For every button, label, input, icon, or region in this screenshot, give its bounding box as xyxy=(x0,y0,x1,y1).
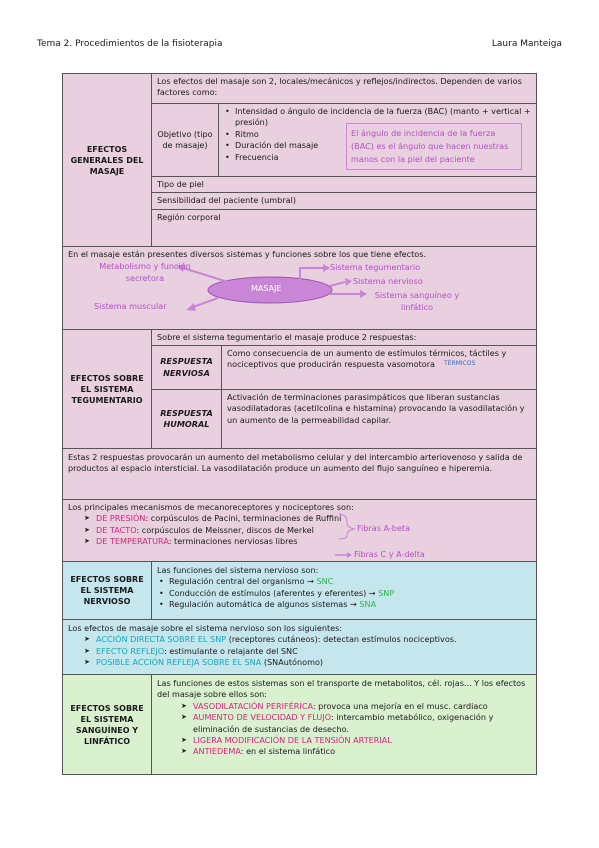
notes-table xyxy=(62,73,537,775)
tegumentary-title: EFECTOS SOBRE EL SISTEMA TEGUMENTARIO xyxy=(63,330,152,448)
blood-text: : intercambio metabólico, oxigenación y eliminación de sustancias de desecho. xyxy=(193,712,494,734)
massage-nervous-text: : estimulante o relajante del SNC xyxy=(164,645,298,656)
angle-callout: El ángulo de incidencia de la fuerza (BAC) es el ángulo que hacen nuestras manos con la piel del paciente xyxy=(346,123,522,170)
nervous-item: • Regulación automática de algunos sistemas → SNA xyxy=(157,599,531,610)
blood-key: ANTIEDEMA xyxy=(193,746,241,757)
general-intro: Los efectos del masaje son 2, locales/mecánicos y reflejos/indirectos. Dependen de varios factores como: xyxy=(152,74,536,104)
mechanism-key: DE TEMPERATURA xyxy=(96,536,169,547)
nervous-tag: SNA xyxy=(359,599,377,610)
nervous-response-desc: Como consecuencia de un aumento de estímulos térmicos, táctiles y nociceptivos que producirán respuesta vasomotora xyxy=(227,348,507,370)
diagram-muscular: Sistema muscular xyxy=(94,301,167,312)
factor-item: • Duración del masaje xyxy=(223,140,532,151)
blood-item xyxy=(181,701,531,712)
tegumentary-intro: Sobre el sistema tegumentario el masaje produce 2 respuestas: xyxy=(152,330,536,346)
nervous-section xyxy=(63,562,536,620)
systems-section xyxy=(63,247,536,330)
skin-type-row: Tipo de piel xyxy=(152,177,536,193)
mechanism-text: : terminaciones nerviosas libres xyxy=(168,536,298,547)
sensitivity-row: Sensibilidad del paciente (umbral) xyxy=(152,193,536,209)
objective-label: Objetivo (tipo de masaje) xyxy=(152,104,219,176)
termicos-note: TÉRMICOS xyxy=(444,360,476,367)
blood-key: LIGERA MODIFICACIÓN DE LA TENSIÓN ARTERIAL xyxy=(193,735,392,746)
nervous-item-text: Conducción de estímulos (aferentes y eferentes) xyxy=(169,587,367,598)
massage-nervous-section xyxy=(63,620,536,675)
general-section xyxy=(63,74,536,247)
fibers-c-label: Fibras C y A-delta xyxy=(354,549,425,559)
mechanism-text: : corpúsculos de Pacini, terminaciones de Ruffini xyxy=(145,513,342,524)
massage-nervous-key: ACCIÓN DIRECTA SOBRE EL SNP xyxy=(96,634,227,645)
nervous-response-text xyxy=(222,346,536,389)
tegumentary-section xyxy=(63,330,536,449)
mechanism-text: : corpúsculos de Meissner, discos de Merkel xyxy=(136,524,314,535)
nervous-intro: Las funciones del sistema nervioso son: xyxy=(157,565,319,575)
blood-key: AUMENTO DE VELOCIDAD Y FLUJO xyxy=(193,712,331,723)
mechanism-key: DE PRESIÓN xyxy=(96,513,146,524)
objective-row xyxy=(152,104,536,177)
arrow-to-muscular xyxy=(193,298,218,307)
blood-key: VASODILATACIÓN PERIFÉRICA xyxy=(193,700,313,711)
humoral-response-label: RESPUESTA HUMORAL xyxy=(152,390,222,448)
nervous-item: • Conducción de estímulos (aferentes y eferentes) → SNP xyxy=(157,588,531,599)
factor-item: • Frecuencia xyxy=(223,152,532,163)
blood-item xyxy=(181,735,531,746)
massage-nervous-item xyxy=(84,646,531,657)
diagram-metabolism: Metabolismo y función secretora xyxy=(99,261,191,284)
diagram-tegumentary: Sistema tegumentario xyxy=(330,262,421,273)
diagram-center: MASAJE xyxy=(251,284,282,294)
blood-item xyxy=(181,746,531,757)
blood-text: : provoca una mejoría en el musc. cardiaco xyxy=(312,700,488,711)
massage-nervous-key: POSIBLE ACCIÓN REFLEJA SOBRE EL SNA xyxy=(96,657,262,668)
nervous-tag: SNC xyxy=(316,576,334,587)
nervous-item: • Regulación central del organismo → SNC xyxy=(157,576,531,587)
blood-title: EFECTOS SOBRE EL SISTEMA SANGUÍNEO Y LINFÁTICO xyxy=(63,675,152,774)
factor-item: • Intensidad o ángulo de incidencia de la fuerza (BAC) (manto + vertical + presión) xyxy=(223,106,532,129)
arrow-to-nervous xyxy=(330,282,345,286)
mechanisms-section xyxy=(63,500,536,562)
nervous-tag: SNP xyxy=(378,587,395,598)
summary-row: Estas 2 respuestas provocarán un aumento del metabolismo celular y del intercambio arteriovenoso y salida de productos al espacio intersticial. La vasodilatación produce un aumento del flujo sanguíneo e hiperemia. xyxy=(63,449,536,500)
nervous-response-label: RESPUESTA NERVIOSA xyxy=(152,346,222,389)
blood-section xyxy=(63,675,536,774)
mechanism-item xyxy=(84,525,531,536)
massage-nervous-intro: Los efectos de masaje sobre el sistema nervioso son los siguientes: xyxy=(68,623,343,633)
blood-text: : en el sistema linfático xyxy=(240,746,336,757)
systems-intro: En el masaje están presentes diversos sistemas y funciones sobre los que tiene efectos. xyxy=(68,249,427,259)
mechanism-key: DE TACTO xyxy=(96,524,137,535)
massage-nervous-key: EFECTO REFLEJO xyxy=(96,645,165,656)
systems-diagram xyxy=(68,260,531,338)
massage-nervous-item xyxy=(84,657,531,668)
blood-intro: Las funciones de estos sistemas son el transporte de metabolitos, cél. rojas... Y los efectos del masaje sobre ellos son: xyxy=(157,678,526,700)
nervous-item-text: Regulación automática de algunos sistemas xyxy=(169,599,348,610)
diagram-nervous: Sistema nervioso xyxy=(353,276,423,287)
blood-item xyxy=(181,712,531,735)
region-row: Región corporal xyxy=(157,211,221,222)
humoral-response-row xyxy=(152,390,536,448)
general-title: EFECTOS GENERALES DEL MASAJE xyxy=(63,74,152,246)
nervous-response-row xyxy=(152,346,536,390)
nervous-item-text: Regulación central del organismo xyxy=(169,576,305,587)
fibers-a-label: Fibras A-beta xyxy=(357,523,411,533)
massage-nervous-item xyxy=(84,634,531,645)
mechanisms-intro: Los principales mecanismos de mecanoreceptores y nociceptores son: xyxy=(68,502,354,512)
factor-item: • Ritmo xyxy=(223,129,532,140)
header-left: Tema 2. Procedimientos de la fisioterapia xyxy=(37,39,223,49)
nervous-title: EFECTOS SOBRE EL SISTEMA NERVIOSO xyxy=(63,562,152,619)
humoral-response-desc: Activación de terminaciones parasimpáticos que liberan sustancias vasodilatadoras (acetilcolina e histamina) provocando la vasodilatación y un aumento de la permeabilidad capilar. xyxy=(227,392,525,425)
header-right: Laura Manteiga xyxy=(491,39,562,49)
massage-nervous-text: (SNAutónomo) xyxy=(261,657,324,668)
mechanism-item xyxy=(84,536,531,547)
massage-nervous-text: (receptores cutáneos): detectan estímulos nociceptivos. xyxy=(226,634,457,645)
diagram-blood: Sistema sanguíneo y linfático xyxy=(374,290,460,313)
mechanism-item xyxy=(84,513,531,524)
